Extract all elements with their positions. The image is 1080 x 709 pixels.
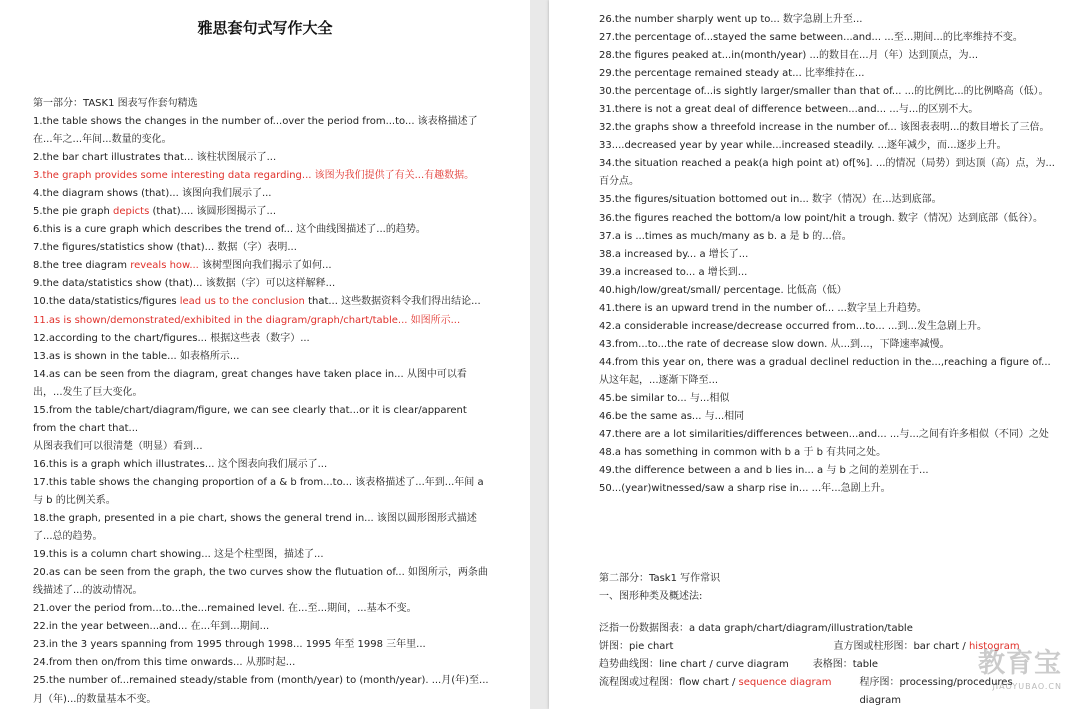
text-line — [33, 203, 491, 221]
line-text: 22.in the year between...and... 在...年到...期间... — [33, 621, 270, 633]
page-gap — [530, 0, 549, 709]
line-text: 19.this is a column chart showing... 这是个柱型图，描述了... — [33, 549, 324, 561]
text-line — [599, 29, 1055, 47]
line-text-tail: that... 这些数据资料令我们得出结论... — [304, 296, 481, 308]
proc-label: 程序图： — [859, 677, 900, 688]
line-text: 15.from the table/chart/diagram/figure, we can see clearly that...or it is clear/apparent from the chart that... — [33, 404, 467, 434]
text-line — [599, 210, 1055, 228]
flow-value: flow chart / — [679, 677, 739, 688]
line-red-text: reveals how... — [130, 260, 199, 272]
text-line — [599, 300, 1055, 318]
text-line — [33, 348, 491, 366]
line-text: 44.from this year on, there was a gradual declinel reduction in the...,reaching a figure of... 从这年起，...逐渐下降至... — [599, 356, 1051, 386]
text-line — [599, 83, 1055, 101]
line-text: 34.the situation reached a peak(a high point at) of[%]. ...的情况（局势）到达顶（高）点，为...百分点。 — [599, 158, 1055, 188]
line-text: 24.from then on/from this time onwards... 从那时起... — [33, 657, 296, 669]
line-text: 9.the data/statistics show (that)... 该数据（字）可以这样解释... — [33, 278, 336, 290]
line-red-text: depicts — [113, 206, 150, 218]
text-line — [33, 275, 491, 293]
text-line — [599, 191, 1055, 209]
text-line — [599, 318, 1055, 336]
line-text: 30.the percentage of...is sightly larger/smaller than that of... ...的比例比...的比例略高（低）。 — [599, 86, 1049, 98]
part2-subheading: 一、图形种类及概述法: — [599, 591, 703, 602]
watermark-sub: JIAOYUBAO.CN — [992, 682, 1062, 691]
left-line-list — [33, 95, 491, 709]
bar-red: histogram — [968, 641, 1020, 652]
text-line — [599, 480, 1055, 498]
line-text: 11.as is shown/demonstrated/exhibited in the diagram/graph/chart/table... 如图所示... — [33, 314, 461, 326]
line-text: 36.the figures reached the bottom/a low point/hit a trough. 数字（情况）达到底部（低谷）。 — [599, 212, 1043, 224]
text-line — [33, 474, 491, 510]
line-text: 2.the bar chart illustrates that... 该柱状图展示了... — [33, 152, 277, 164]
line-text: 47.there are a lot similarities/differences between...and... ...与...之间有许多相似（不同）之处 — [599, 429, 1049, 441]
line-text: 39.a increased to... a 增长到... — [599, 266, 748, 278]
text-line — [33, 113, 491, 149]
text-line — [599, 155, 1055, 191]
line-text: 45.be similar to... 与...相似 — [599, 392, 730, 404]
line-text: 25.the number of...remained steady/stable from (month/year) to (month/year). ...月(年)至...月（年)...的数量基本不变。 — [33, 675, 489, 705]
line-text: 13.as is shown in the table... 如表格所示... — [33, 350, 240, 362]
bar-label: 直方图或柱形图： — [833, 641, 914, 652]
text-line — [33, 654, 491, 672]
trend-label: 趋势曲线图： — [599, 659, 659, 670]
text-line — [599, 119, 1055, 137]
bar-value: bar chart / — [913, 641, 969, 652]
text-line — [33, 366, 491, 402]
text-line — [599, 101, 1055, 119]
text-line — [599, 336, 1055, 354]
pie-label: 饼图： — [599, 641, 629, 652]
text-line — [33, 312, 491, 330]
watermark-text: 教育宝 — [978, 648, 1062, 679]
pie-value: pie chart — [629, 641, 674, 652]
text-line — [33, 636, 491, 654]
line-text: 28.the figures peaked at...in(month/year) ...的数目在...月（年）达到顶点，为... — [599, 50, 979, 62]
line-text: 31.there is not a great deal of difference between...and... ...与...的区别不大。 — [599, 104, 979, 116]
flow-label: 流程图或过程图： — [599, 677, 679, 688]
line-text: 从图表我们可以很清楚（明显）看到... — [33, 440, 203, 452]
line-text-tail: (that).... 该圆形图揭示了... — [149, 206, 277, 218]
line-text: 4.the diagram shows (that)... 该图向我们展示了... — [33, 188, 272, 200]
text-line — [599, 264, 1055, 282]
text-line — [599, 65, 1055, 83]
text-line — [599, 282, 1055, 300]
line-text: 29.the percentage remained steady at... 比率维持在... — [599, 68, 865, 80]
text-line — [599, 390, 1055, 408]
document-title: 雅思套句式写作大全 — [197, 19, 333, 37]
trend-value: line chart / curve diagram — [659, 659, 789, 670]
line-text: 18.the graph, presented in a pie chart, shows the general trend in... 该图以圆形图形式描述了...总的趋势。 — [33, 513, 477, 543]
general-label: 泛指一份数据图表： — [599, 623, 689, 634]
line-red-text: lead us to the conclusion — [179, 296, 305, 308]
text-line — [33, 546, 491, 564]
page-right — [549, 0, 1080, 709]
page-left — [0, 0, 530, 709]
line-text: 33....decreased year by year while...increased steadily. ...逐年减少，而...逐步上升。 — [599, 140, 1007, 152]
text-line — [33, 402, 491, 438]
line-text: 12.according to the chart/figures... 根据这些表（数字）... — [33, 332, 310, 344]
text-line — [33, 510, 491, 546]
flow-red: sequence diagram — [738, 677, 832, 688]
line-text: 40.high/low/great/small/ percentage. 比低高（低） — [599, 284, 847, 296]
line-text: 3.the graph provides some interesting data regarding... 该图为我们提供了有关...有趣数据。 — [33, 170, 475, 182]
text-line — [33, 672, 491, 708]
watermark-logo — [976, 641, 1062, 691]
line-text: 5.the pie graph — [33, 206, 114, 218]
part2-heading: 第二部分：Task1 写作常识 — [599, 573, 721, 584]
line-text: 32.the graphs show a threefold increase in the number of... 该图表表明...的数目增长了三倍。 — [599, 122, 1050, 134]
line-text-tail: 该树型图向我们揭示了如何... — [198, 260, 332, 272]
line-text: 7.the figures/statistics show (that)... 数据（字）表明... — [33, 242, 297, 254]
text-line — [33, 438, 491, 456]
line-text: 38.a increased by... a 增长了... — [599, 248, 749, 260]
text-line — [599, 444, 1055, 462]
line-text: 6.this is a cure graph which describes the trend of... 这个曲线图描述了...的趋势。 — [33, 224, 426, 236]
part1-heading: 第一部分：TASK1 图表写作套句精选 — [33, 98, 198, 109]
text-line — [33, 239, 491, 257]
text-line — [599, 137, 1055, 155]
text-line — [33, 293, 491, 311]
text-line — [599, 47, 1055, 65]
text-line — [33, 330, 491, 348]
text-line — [33, 149, 491, 167]
text-line — [33, 618, 491, 636]
text-line — [33, 564, 491, 600]
right-line-list — [599, 11, 1055, 498]
line-text: 48.a has something in common with b a 于 b 有共同之处。 — [599, 447, 887, 459]
line-text: 37.a is ...times as much/many as b. a 是 b 的...倍。 — [599, 230, 852, 242]
table-label: 表格图： — [812, 659, 853, 670]
text-line — [599, 228, 1055, 246]
proc-value: processing/procedures diagram — [859, 677, 1013, 706]
line-text: 46.be the same as... 与...相同 — [599, 411, 745, 423]
table-value: table — [852, 659, 879, 670]
line-text: 16.this is a graph which illustrates... 这个图表向我们展示了... — [33, 458, 328, 470]
text-line — [599, 11, 1055, 29]
text-line — [33, 167, 491, 185]
line-text: 10.the data/statistics/figures — [33, 296, 180, 308]
line-text: 41.there is an upward trend in the number of... ...数字呈上升趋势。 — [599, 302, 927, 314]
text-line — [33, 185, 491, 203]
general-value: a data graph/chart/diagram/illustration/table — [689, 623, 913, 634]
text-line — [33, 221, 491, 239]
line-text: 14.as can be seen from the diagram, great changes have taken place in... 从图中可以看出，...发生了巨大变化。 — [33, 368, 467, 398]
line-text: 8.the tree diagram — [33, 260, 131, 272]
line-text: 20.as can be seen from the graph, the two curves show the flutuation of... 如图所示，两条曲线描述了...的波动情况。 — [33, 567, 488, 597]
text-line — [599, 354, 1055, 390]
text-line — [599, 408, 1055, 426]
text-line — [33, 456, 491, 474]
text-line — [33, 257, 491, 275]
line-text: 26.the number sharply went up to... 数字急剧上升至... — [599, 14, 863, 25]
line-text: 1.the table shows the changes in the number of...over the period from...to... 该表格描述了在...年之...年间...数量的变化。 — [33, 116, 478, 146]
text-line — [599, 426, 1055, 444]
line-text: 43.from...to...the rate of decrease slow down. 从...到...，下降速率减慢。 — [599, 338, 950, 350]
line-text: 17.this table shows the changing proportion of a & b from...to... 该表格描述了...年到...年间 a 与 b 的比例关系。 — [33, 476, 484, 506]
text-line — [599, 246, 1055, 264]
line-text: 42.a considerable increase/decrease occurred from...to... ...到...发生急剧上升。 — [599, 320, 987, 332]
line-text: 50...(year)witnessed/saw a sharp rise in... ...年...急剧上升。 — [599, 483, 891, 495]
line-text: 49.the difference between a and b lies in... a 与 b 之间的差别在于... — [599, 465, 929, 477]
line-text: 35.the figures/situation bottomed out in... 数字（情况）在...达到底部。 — [599, 194, 942, 206]
text-line — [599, 462, 1055, 480]
text-line — [33, 600, 491, 618]
line-text: 27.the percentage of...stayed the same between...and... ...至...期间...的比率维持不变。 — [599, 32, 1023, 44]
general-row — [599, 620, 1055, 638]
line-text: 21.over the period from...to...the...remained level. 在...至...期间，...基本不变。 — [33, 603, 417, 615]
line-text: 23.in the 3 years spanning from 1995 through 1998... 1995 年至 1998 三年里... — [33, 639, 426, 651]
